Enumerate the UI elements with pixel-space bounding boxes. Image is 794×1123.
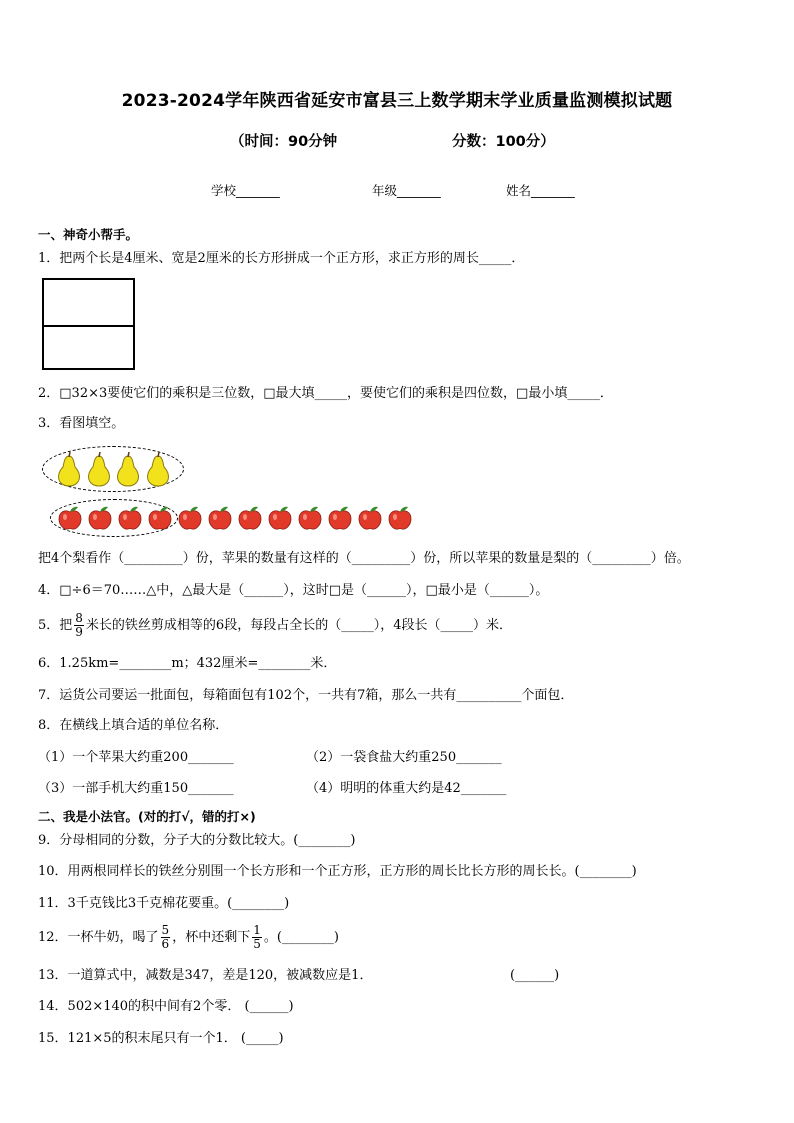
question-8-item-3: （3）一部手机大约重150_______	[38, 781, 234, 796]
question-8-item-4: （4）明明的体重大约是42_______	[306, 781, 507, 796]
apple-icon	[327, 505, 353, 531]
grade-field: 年级_______	[372, 183, 441, 198]
question-2: 2．□32×3要使它们的乘积是三位数，□最大填_____，要使它们的乘积是四位数，□最小填_____．	[38, 386, 613, 401]
question-5-post: 米长的铁丝剪成相等的6段，每段占全长的（_____），4段长（_____）米．	[85, 618, 512, 633]
apple-icon	[387, 505, 413, 531]
pear-icon	[85, 452, 113, 488]
fraction-5-6: $\frac{5}{6}$	[161, 923, 170, 951]
question-6: 6．1.25km=________m；432厘米=________米．	[38, 656, 337, 671]
page-title: 2023-2024学年陕西省延安市富县三上数学期末学业质量监测模拟试题	[121, 91, 673, 111]
pear-apple-figure	[0, 0, 794, 540]
section-1-title: 一、神奇小帮手。	[38, 227, 139, 242]
name-field: 姓名_______	[506, 183, 575, 198]
fraction-1-5: $\frac{1}{5}$	[253, 923, 261, 951]
school-field: 学校_______	[211, 183, 280, 198]
apple-icon	[297, 505, 323, 531]
apple-icon	[177, 505, 203, 531]
apple-icon	[237, 505, 263, 531]
question-13: 13．一道算式中，减数是347，差是120，被减数应是1．	[38, 968, 373, 983]
question-14: 14．502×140的积中间有2个零． (______)	[38, 999, 294, 1014]
fraction-8-9: $\frac{8}{9}$	[75, 611, 83, 639]
question-8-item-2: （2）一袋食盐大约重250_______	[306, 750, 502, 765]
apple-icon	[267, 505, 293, 531]
question-8: 8．在横线上填合适的单位名称．	[38, 718, 229, 733]
apple-icon	[87, 505, 113, 531]
section-2-title: 二、我是小法官。(对的打√，错的打×)	[38, 809, 256, 824]
pear-icon	[55, 452, 83, 488]
question-5	[38, 612, 512, 639]
apple-icon	[207, 505, 233, 531]
exam-time: （时间：90分钟	[230, 134, 338, 150]
question-13-blank: (______)	[510, 968, 560, 983]
question-4: 4．□÷6＝70……△中，△最大是（______），这时□是（______），□最小是（______）。	[38, 583, 549, 598]
apple-icon	[117, 505, 143, 531]
question-12: 12．一杯牛奶，喝了 $\frac{5}{6}$ ，杯中还剩下 $\frac{1}{5}$ 。(________)	[38, 923, 339, 951]
apple-icon	[147, 505, 173, 531]
question-11: 11．3千克钱比3千克棉花要重。(________)	[38, 896, 290, 911]
question-15: 15．121×5的积末尾只有一个1． (_____)	[38, 1031, 284, 1046]
apple-icon	[357, 505, 383, 531]
question-3-text: 把4个梨看作（_________）份，苹果的数量有这样的（_________）份，所以苹果的数量是梨的（_________）倍。	[38, 551, 690, 566]
question-1: 1．把两个长是4厘米、宽是2厘米的长方形拼成一个正方形，求正方形的周长_____．	[38, 251, 525, 266]
question-5-pre: 5．把	[38, 618, 73, 633]
pear-icon	[144, 452, 172, 488]
pear-icon	[114, 452, 142, 488]
question-3: 3．看图填空。	[38, 416, 125, 431]
apple-icon	[57, 505, 83, 531]
question-8-item-1: （1）一个苹果大约重200_______	[38, 750, 234, 765]
question-7: 7．运货公司要运一批面包，每箱面包有102个，一共有7箱，那么一共有__________个面包．	[38, 688, 574, 703]
exam-score: 分数：100分）	[452, 134, 555, 150]
question-9: 9．分母相同的分数，分子大的分数比较大。(________)	[38, 833, 356, 848]
question-10: 10．用两根同样长的铁丝分别围一个长方形和一个正方形，正方形的周长比长方形的周长长。(________)	[38, 864, 637, 879]
